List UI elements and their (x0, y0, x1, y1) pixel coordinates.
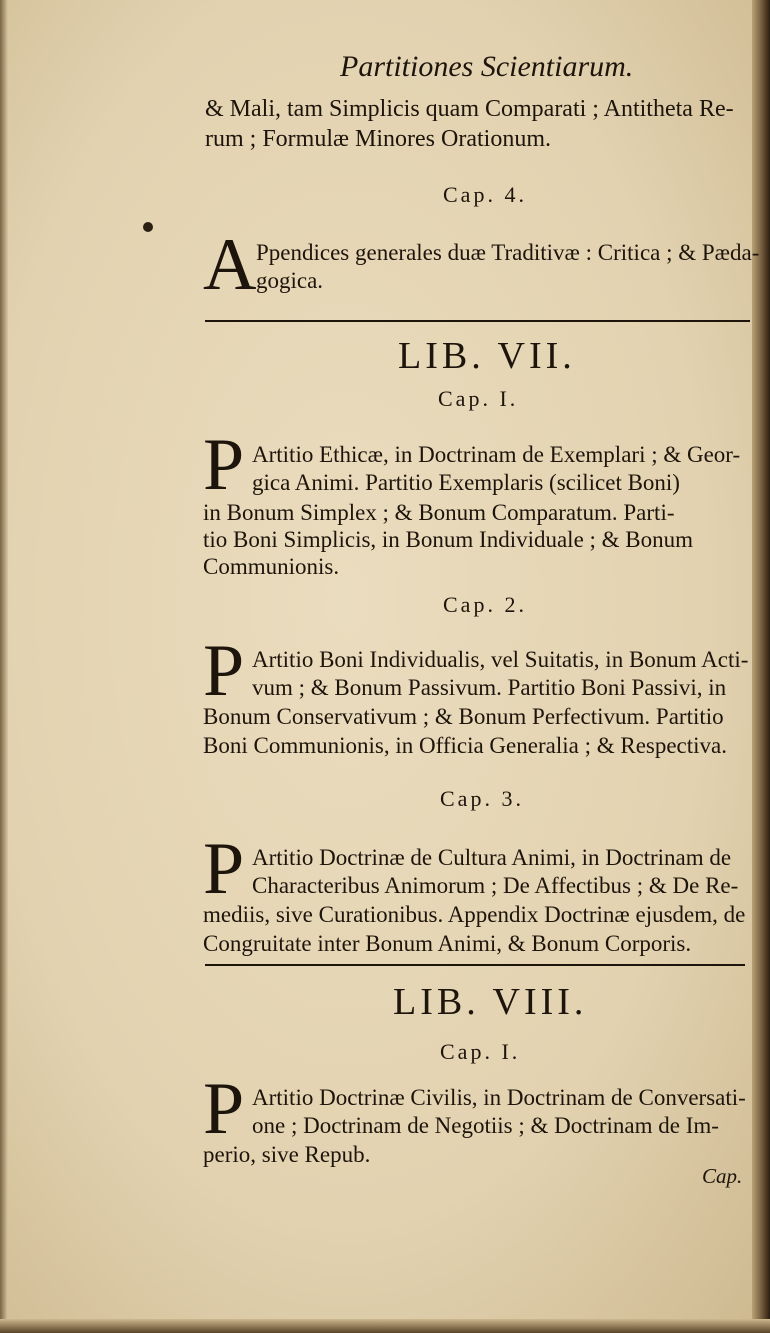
text-line: Congruitate inter Bonum Animi, & Bonum Corporis. (203, 931, 692, 956)
book-title: LIB. VII. (398, 335, 576, 377)
chapter-heading: Cap. 3. (440, 786, 524, 811)
page-gutter (0, 0, 8, 1333)
text-line: Ppendices generales duæ Traditivæ : Critica ; & Pæda- (256, 240, 760, 265)
running-header: Partitiones Scientiarum. (340, 50, 634, 83)
text-line: tio Boni Simplicis, in Bonum Individuale ; & Bonum (203, 527, 694, 552)
chapter-heading: Cap. I. (438, 386, 519, 411)
text-line: & Mali, tam Simplicis quam Comparati ; Antitheta Re- (205, 96, 734, 122)
text-line: Bonum Conservativum ; & Bonum Perfectivum. Partitio (203, 704, 724, 729)
drop-cap: A (203, 224, 257, 306)
text-line: perio, sive Repub. (203, 1142, 371, 1167)
section-rule (205, 964, 745, 966)
text-line: Characteribus Animorum ; De Affectibus ; & De Re- (252, 873, 739, 898)
text-line: gogica. (256, 268, 324, 293)
catchword: Cap. (702, 1164, 743, 1188)
text-line: gica Animi. Partitio Exemplaris (scilicet Boni) (252, 470, 680, 495)
ink-spot (143, 222, 153, 232)
chapter-heading: Cap. I. (440, 1039, 521, 1064)
page-bottom-edge (0, 1319, 770, 1333)
chapter-heading: Cap. 4. (443, 182, 527, 207)
text-line: Artitio Doctrinæ de Cultura Animi, in Doctrinam de (252, 845, 732, 870)
text-line: one ; Doctrinam de Negotiis ; & Doctrinam de Im- (252, 1113, 719, 1138)
drop-cap: P (203, 630, 245, 712)
text-line: Boni Communionis, in Officia Generalia ; & Respectiva. (203, 733, 728, 758)
chapter-heading: Cap. 2. (443, 592, 527, 617)
text-line: in Bonum Simplex ; & Bonum Comparatum. Parti- (203, 500, 675, 525)
text-line: Artitio Boni Individualis, vel Suitatis, in Bonum Acti- (252, 647, 749, 672)
drop-cap: P (203, 1068, 245, 1150)
text-line: Artitio Ethicæ, in Doctrinam de Exemplari ; & Geor- (252, 442, 741, 467)
section-rule (205, 320, 750, 322)
text-line: vum ; & Bonum Passivum. Partitio Boni Passivi, in (252, 675, 727, 700)
drop-cap: P (203, 424, 245, 506)
text-line: Artitio Doctrinæ Civilis, in Doctrinam de Conversati- (252, 1085, 746, 1110)
page-edge (752, 0, 770, 1333)
text-line: mediis, sive Curationibus. Appendix Doctrinæ ejusdem, de (203, 902, 746, 927)
text-line: Communionis. (203, 554, 340, 579)
drop-cap: P (203, 828, 245, 910)
text-line: rum ; Formulæ Minores Orationum. (205, 126, 551, 152)
book-title: LIB. VIII. (393, 981, 588, 1023)
